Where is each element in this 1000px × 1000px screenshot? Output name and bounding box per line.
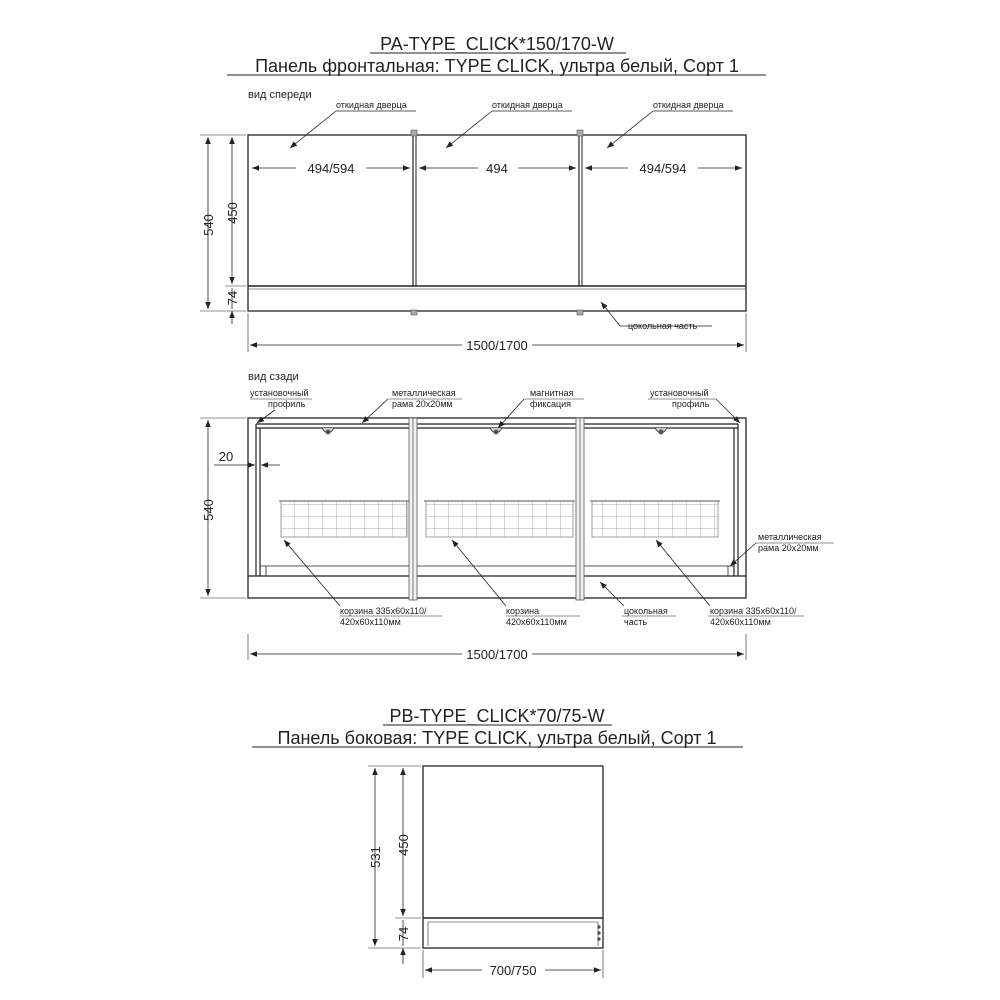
basket-3-label-2: 420х60х110мм xyxy=(710,617,771,627)
dim-back-width: 1500/1700 xyxy=(466,647,528,662)
door-leader-1 xyxy=(290,111,336,148)
plinth-back-label-1: цокольная xyxy=(624,606,668,616)
side-screw-1 xyxy=(597,925,600,928)
basket-2-label-1: корзина xyxy=(506,606,540,616)
door-leader-3 xyxy=(607,111,653,148)
basket-2-label-2: 420х60х110мм xyxy=(506,617,567,627)
basket-3-label-1: корзина 335х60х110/ xyxy=(710,606,797,616)
plinth-label: цокольная часть xyxy=(628,321,698,331)
side-dim-plinth-height: 74 xyxy=(396,926,411,942)
side-dim-door-height: 450 xyxy=(396,834,411,856)
dim-total-width: 1500/1700 xyxy=(466,338,528,353)
basket-3 xyxy=(590,501,720,537)
side-view xyxy=(368,766,603,978)
mounting-profile-left-2: профиль xyxy=(268,399,306,409)
panel-a-code: PA-TYPE_CLICK*150/170-W xyxy=(380,34,614,54)
dim-total-height: 540 xyxy=(201,214,216,236)
door-label-3: откидная дверца xyxy=(653,100,724,110)
front-view-label: вид спереди xyxy=(248,89,312,101)
basket-3-leader xyxy=(656,540,710,606)
dim-door-height: 450 xyxy=(225,202,240,224)
mounting-profile-right-1: установочный xyxy=(650,388,709,398)
magnetic-fix-1: магнитная xyxy=(530,388,574,398)
back-view-label: вид сзади xyxy=(248,371,299,383)
door-width-2: 494 xyxy=(486,161,508,176)
side-panel-outline xyxy=(423,766,603,948)
metal-frame-top-1: металлическая xyxy=(392,388,456,398)
magnet-3 xyxy=(655,428,667,435)
clip-bottom-2 xyxy=(577,310,583,315)
clip-top-2 xyxy=(577,130,583,136)
door-label-2: откидная дверца xyxy=(492,100,563,110)
side-dim-total-height: 531 xyxy=(368,846,383,868)
dim-offset: 20 xyxy=(218,449,234,464)
door-leader-2 xyxy=(446,111,492,148)
front-view xyxy=(200,89,746,353)
mounting-profile-left-leader xyxy=(257,410,275,423)
clip-top-1 xyxy=(411,130,417,136)
basket-1 xyxy=(279,501,409,537)
basket-1-leader xyxy=(284,540,340,606)
metal-frame-top-leader xyxy=(362,399,388,423)
plinth-back-label-2: часть xyxy=(624,617,648,627)
panel-a-name: Панель фронтальная: TYPE CLICK, ультра белый, Сорт 1 xyxy=(255,56,739,76)
metal-frame-right-1: металлическая xyxy=(758,532,822,542)
side-dim-width: 700/750 xyxy=(489,963,537,978)
plinth-leader xyxy=(601,302,620,326)
back-view xyxy=(200,371,834,662)
basket-1-label-2: 420х60х110мм xyxy=(340,617,401,627)
metal-frame-top-2: рама 20х20мм xyxy=(392,399,453,409)
door-width-3: 494/594 xyxy=(639,161,687,176)
panel-b-name: Панель боковая: TYPE CLICK, ультра белый, Сорт 1 xyxy=(277,728,717,748)
mounting-profile-right-2: профиль xyxy=(672,399,710,409)
magnet-1 xyxy=(322,428,334,435)
magnetic-fix-2: фиксация xyxy=(530,399,572,409)
side-screw-3 xyxy=(597,937,600,940)
side-screw-2 xyxy=(597,931,600,934)
basket-2 xyxy=(424,501,575,537)
basket-1-label-1: корзина 335х60х110/ xyxy=(340,606,427,616)
dim-back-height: 540 xyxy=(201,499,216,521)
door-label-1: откидная дверца xyxy=(336,100,407,110)
mounting-profile-left-1: установочный xyxy=(250,388,309,398)
door-width-1: 494/594 xyxy=(307,161,355,176)
plinth-back-leader xyxy=(600,582,624,606)
magnet-2 xyxy=(490,428,502,435)
panel-b-code: PB-TYPE_CLICK*70/75-W xyxy=(389,706,605,726)
metal-frame-right-2: рама 20х20мм xyxy=(758,543,819,553)
dim-plinth-height: 74 xyxy=(225,290,240,306)
basket-2-leader xyxy=(452,540,506,606)
mounting-profile-right-leader xyxy=(716,399,740,423)
clip-bottom-1 xyxy=(411,310,417,315)
